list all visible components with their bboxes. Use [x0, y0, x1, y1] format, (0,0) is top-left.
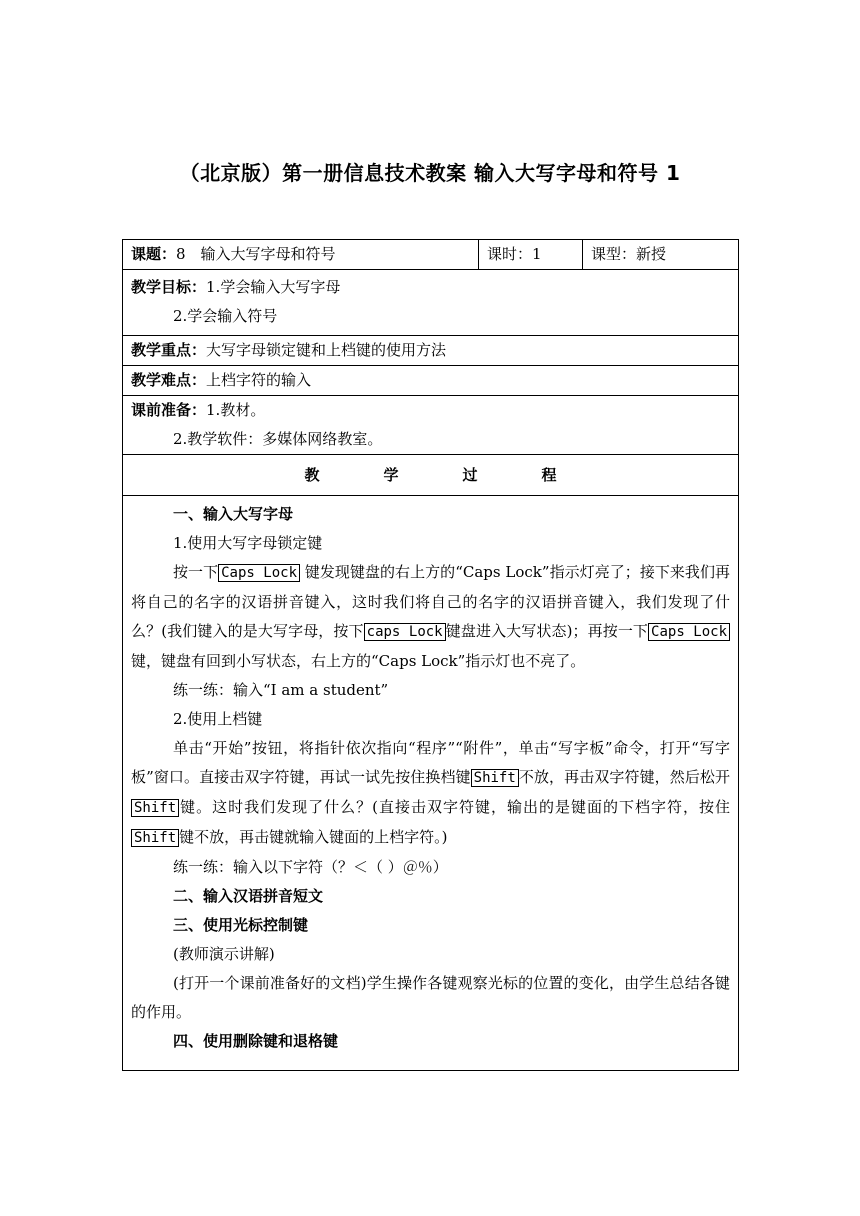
caps-lock-key: Caps Lock	[648, 623, 730, 641]
text: 键，键盘有回到小写状态，右上方的“Caps Lock”指示灯也不亮了。	[131, 652, 586, 670]
prep-row	[123, 396, 739, 455]
section-1-title: 一、输入大写字母	[173, 505, 294, 523]
difficulty-label: 教学难点：	[131, 371, 207, 389]
section-1-sub-1: 1.使用大写字母锁定键	[173, 534, 323, 552]
goals-cell	[123, 270, 739, 336]
prep-item-1: 1.教材。	[206, 401, 266, 419]
caps-lock-key: Caps Lock	[218, 564, 300, 582]
practice-1: 练一练：输入“I am a student”	[173, 681, 389, 699]
text: 键盘进入大写状态)；再按一下	[445, 622, 649, 640]
shift-key: Shift	[131, 829, 179, 847]
key-point-cell	[123, 336, 739, 366]
shift-key: Shift	[131, 799, 179, 817]
process-heading	[123, 455, 739, 496]
text: 键不放，再击键就输入键面的上档字符。)	[179, 828, 448, 846]
key-point-label: 教学重点：	[131, 341, 207, 359]
document-title: （北京版）第一册信息技术教案 输入大写字母和符号 1	[179, 161, 681, 185]
process-body	[123, 496, 739, 1071]
section-2-title: 二、输入汉语拼音短文	[173, 887, 324, 905]
practice-2: 练一练：输入以下字符（？＜（ ）＠％）	[173, 858, 448, 876]
goal-item-2: 2.学会输入符号	[173, 307, 278, 325]
prep-item-2: 2.教学软件：多媒体网络教室。	[173, 430, 383, 448]
section-3-title: 三、使用光标控制键	[173, 916, 309, 934]
section-3-paragraph: (打开一个课前准备好的文档)学生操作各键观察光标的位置的变化，由学生总结各键的作用。	[131, 974, 730, 1021]
text: 单击“开始”按钮，将指针依次指向“程序”“附件”，单击“写字板”命令，打开“写字板”窗口。直接击双字符键，再试一试先按住换档键	[131, 739, 730, 786]
process-heading-row	[123, 455, 739, 496]
topic-label: 课题：	[131, 245, 177, 263]
goal-item-1: 1.学会输入大写字母	[206, 278, 341, 296]
difficulty-row	[123, 366, 739, 396]
section-1-sub-2: 2.使用上档键	[173, 710, 263, 728]
key-point-value: 大写字母锁定键和上档键的使用方法	[206, 341, 447, 359]
shift-key: Shift	[471, 769, 519, 787]
text: 不放，再击双字符键，然后松开	[518, 768, 730, 786]
process-heading-char: 过	[462, 466, 478, 484]
goals-label: 教学目标：	[131, 278, 207, 296]
topic-value: 8 输入大写字母和符号	[176, 245, 336, 263]
caps-lock-paragraph	[131, 558, 730, 676]
caps-lock-key: caps Lock	[364, 623, 446, 641]
key-point-row	[123, 336, 739, 366]
process-heading-char: 教	[304, 466, 320, 484]
text: 键发现键盘的右上方的“Caps Lock”指示灯亮了；接下来我们再将自己的名字的汉语拼音键入，这时我们将自己的名字的汉语拼音键入，我们发现了什么？(我们键入的是大写字母，按下	[131, 563, 731, 640]
prep-cell	[123, 396, 739, 455]
text: 键。这时我们发现了什么？(直接击双字符键，输出的是键面的下档字符，按住	[179, 798, 730, 816]
process-heading-char: 程	[541, 466, 557, 484]
section-3-note: (教师演示讲解)	[173, 945, 275, 963]
process-body-row	[123, 496, 739, 1071]
difficulty-value: 上档字符的输入	[206, 371, 312, 389]
type-cell: 课型：新授	[583, 240, 739, 270]
prep-label: 课前准备：	[131, 401, 207, 419]
hours-cell: 课时：1	[479, 240, 583, 270]
topic-cell	[123, 240, 479, 270]
section-4-title: 四、使用删除键和退格键	[173, 1032, 339, 1050]
goals-row	[123, 270, 739, 336]
shift-paragraph	[131, 734, 730, 853]
difficulty-cell	[123, 366, 739, 396]
lesson-plan-table	[122, 239, 739, 1071]
header-row	[123, 240, 739, 270]
text: 按一下	[173, 563, 219, 581]
process-heading-char: 学	[383, 466, 399, 484]
